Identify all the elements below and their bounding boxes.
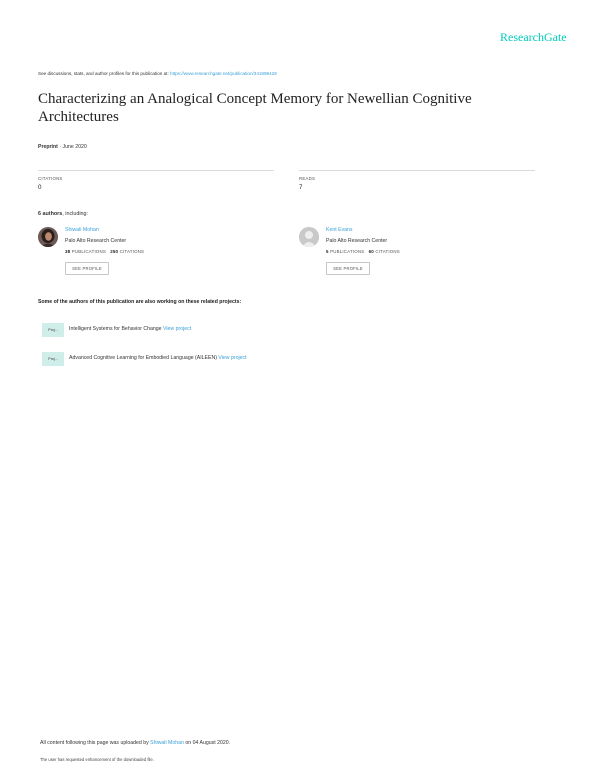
upload-suffix: on 04 August 2020. (183, 740, 231, 746)
reads-label: READS (299, 176, 316, 181)
author-name-shiwali-mohan[interactable]: Shiwali Mohan (65, 227, 99, 233)
author-citations-label: CITATIONS (119, 249, 145, 254)
author-citations-label: CITATIONS (375, 249, 400, 254)
project-icon: Proj... (42, 323, 64, 337)
publication-title: Characterizing an Analogical Concept Memory for Newellian Cognitive Architectures (38, 91, 472, 125)
see-profile-button-kent-evans[interactable]: SEE PROFILE (326, 262, 370, 275)
avatar-photo-icon (38, 227, 58, 247)
project-icon: Proj... (42, 352, 64, 366)
upload-notice (40, 740, 230, 746)
reads-divider (299, 170, 535, 171)
reads-value: 7 (299, 184, 303, 191)
author-publications-label: PUBLICATIONS (330, 249, 365, 254)
author-publications-label: PUBLICATIONS (71, 249, 106, 254)
citations-value: 0 (38, 184, 42, 191)
publication-link[interactable]: https://www.researchgate.net/publication/341899428 (170, 71, 277, 76)
project-item (69, 355, 247, 361)
see-profile-button-shiwali-mohan[interactable]: SEE PROFILE (65, 262, 109, 275)
project-name: Advanced Cognitive Learning for Embodied Language (AILEEN) (69, 355, 217, 361)
authors-heading (38, 211, 88, 217)
author-stats (326, 249, 400, 254)
author-citations-count: 60 (368, 249, 374, 254)
notice-text: See discussions, stats, and author profiles for this publication at: (38, 71, 171, 76)
author-publications-count: 5 (326, 249, 329, 254)
view-project-link[interactable]: View project (163, 326, 192, 332)
authors-count: 6 authors (38, 211, 63, 217)
enhancement-note: The user has requested enhancement of the downloaded file. (40, 757, 154, 762)
citations-label: CITATIONS (38, 176, 63, 181)
citations-divider (38, 170, 274, 171)
author-institution: Palo Alto Research Center (326, 238, 388, 244)
default-avatar-icon (299, 227, 319, 247)
authors-including: , including: (62, 211, 89, 217)
author-publications-count: 38 (65, 249, 71, 254)
upload-prefix: All content following this page was uploaded by (40, 740, 151, 746)
author-avatar-kent-evans[interactable] (299, 227, 319, 247)
author-stats (65, 249, 144, 254)
author-institution: Palo Alto Research Center (65, 238, 127, 244)
publication-date: · June 2020 (57, 144, 87, 150)
project-item (69, 326, 191, 332)
author-citations-count: 250 (110, 249, 119, 254)
author-avatar-shiwali-mohan[interactable] (38, 227, 58, 247)
view-project-link[interactable]: View project (218, 355, 247, 361)
researchgate-logo[interactable]: ResearchGate (500, 30, 567, 44)
author-name-kent-evans[interactable]: Kent Evans (326, 227, 353, 233)
profile-notice (38, 71, 277, 76)
related-projects-heading: Some of the authors of this publication are also working on these related projects: (38, 299, 242, 305)
publication-type-label: Preprint (38, 144, 58, 150)
project-name: Intelligent Systems for Behavior Change (69, 326, 162, 332)
publication-type (38, 144, 87, 150)
uploader-link[interactable]: Shiwali Mohan (150, 740, 184, 746)
